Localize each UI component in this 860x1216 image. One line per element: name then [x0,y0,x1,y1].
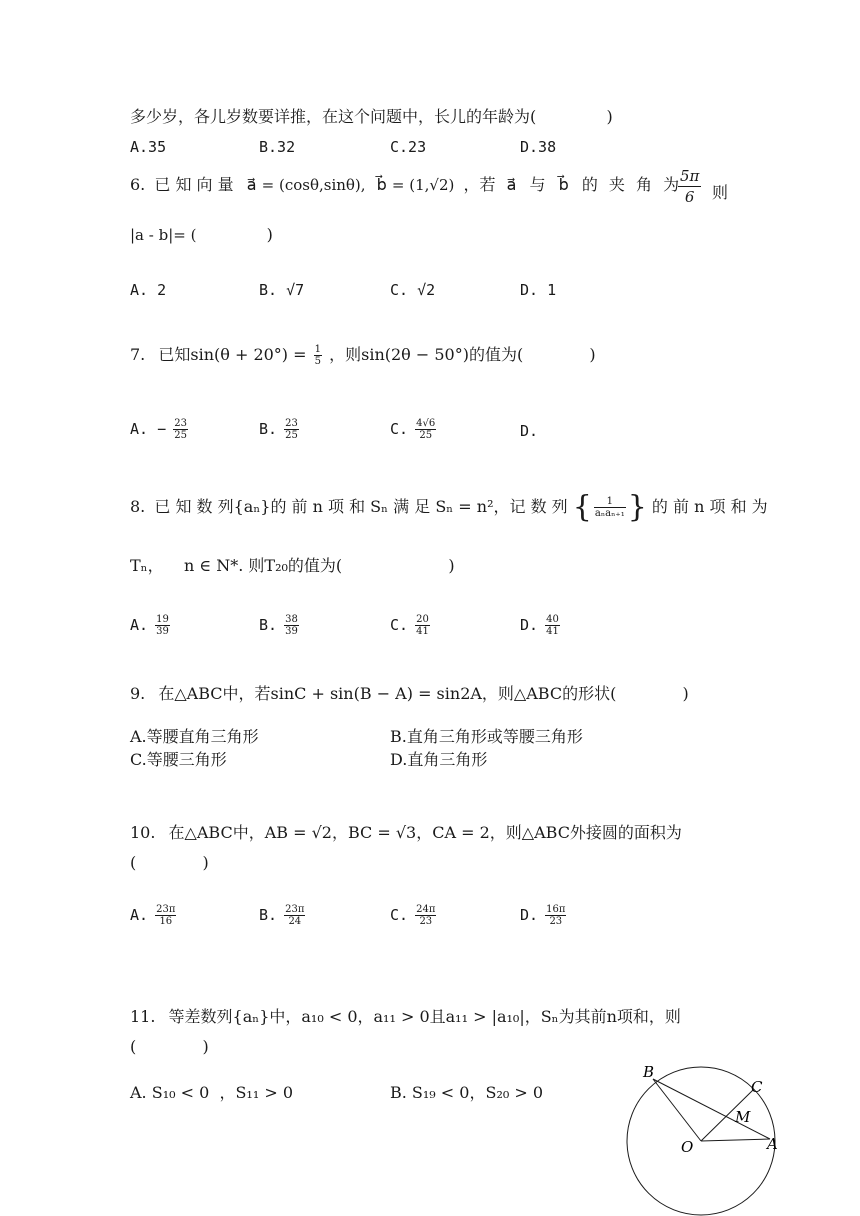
q11-number: 11. [130,1007,156,1026]
q10-option-b-den: 24 [288,916,302,927]
q6-vec-a-2: a⃗ [506,175,517,194]
q10-option-a-prefix: A. [130,906,149,924]
q10-stem-text: 在△ABC中，AB = √2，BC = √3，CA = 2，则△ABC外接圆的面积为 [168,823,682,842]
q8-option-b-frac [284,614,299,637]
q11-stem-line1 [130,1004,681,1027]
q6-option-b: B. √7 [259,281,305,299]
q6-vec-b-def: = (1,√2) [391,176,455,194]
q8-option-d-prefix: D. [520,616,539,634]
q7-option-c-den: 25 [419,430,433,441]
q6-angle-text: 的 夹 角 为 [581,175,683,194]
figure-segment-oa [701,1139,770,1141]
q10-option-d-prefix: D. [520,906,539,924]
q10-option-b-prefix: B. [259,906,278,924]
q6-vec-b: b⃗ [376,175,387,194]
q10-number: 10. [130,823,156,842]
q10-option-b-num: 23π [285,904,305,915]
q11-open: ( [130,1037,137,1056]
q7-option-b-num: 23 [285,418,298,429]
q8-option-a-den: 39 [156,626,169,637]
q10-option-d-frac [545,904,566,927]
q11-option-b: B. S₁₉ < 0，S₂₀ > 0 [390,1083,544,1102]
q8-brace-den: aₙaₙ₊₁ [594,508,625,519]
q7-stem-b: ，则sin(2θ − 50°)的值为( [329,345,524,364]
q8-option-d-num: 40 [546,614,559,625]
q7-option-c-frac [415,418,436,441]
q9-close: ) [682,684,689,703]
q6-option-c: C. √2 [390,281,436,299]
q6-close: ) [266,225,273,244]
q8-number: 8. [130,497,146,516]
q10-option-b [259,904,307,927]
figure-label-c: C [751,1078,763,1096]
q7-option-c-prefix: C. [390,420,409,438]
figure-label-b: B [643,1063,655,1081]
q5-stem-close: ) [606,107,613,126]
q7-frac-den: 5 [314,356,322,367]
q9-stem-text: 在△ABC中，若sinC + sin(B − A) = sin2A，则△ABC的形状( [158,684,617,703]
q10-option-d-num: 16π [546,904,566,915]
q7-option-d: D. [520,422,539,440]
circle-figure [615,1056,795,1216]
q10-open: ( [130,853,137,872]
q8-option-c-num: 20 [416,614,429,625]
q5-option-d: D.38 [520,138,557,156]
q6-text-known-vectors: 已 知 向 量 [154,175,234,194]
q8-option-c [390,614,432,637]
q11-stem-text: 等差数列{aₙ}中，a₁₀ < 0，a₁₁ > 0且a₁₁ > |a₁₀|，Sₙ为其前n项和，则 [168,1007,681,1026]
q7-number: 7. [130,345,146,364]
q6-and-text: 与 [529,175,546,194]
q11-close: ) [202,1037,209,1056]
q9-option-c: C.等腰三角形 [130,750,227,769]
q10-stem-line2 [130,853,209,872]
q10-close: ) [202,853,209,872]
q6-frac-den: 6 [684,188,695,206]
q7-option-b-frac [284,418,299,441]
q8-brace-num: 1 [594,496,626,508]
q6-frac-num: 5π [680,167,700,185]
q7-option-a [130,418,190,441]
q6-vec-b-2: b⃗ [558,175,569,194]
q5-stem [130,104,613,127]
q7-frac-num: 1 [314,344,322,355]
q8-option-c-frac [415,614,430,637]
q6-vec-a-def: = (cosθ,sinθ), [261,176,366,194]
q6-angle-fraction [678,166,701,207]
q6-stem-line1 [130,172,730,195]
q7-option-b-prefix: B. [259,420,278,438]
q10-option-d [520,904,568,927]
q8-option-a-prefix: A. [130,616,149,634]
q6-option-d: D. 1 [520,281,557,299]
q8-brace-fraction [594,496,626,519]
q10-option-c-den: 23 [419,916,433,927]
q7-stem [130,342,596,367]
q8-left-brace: { [572,489,592,525]
q5-option-a: A.35 [130,138,167,156]
figure-label-o: O [681,1138,694,1156]
figure-label-a: A [767,1135,778,1153]
q10-option-b-frac [284,904,305,927]
q8-option-a-num: 19 [156,614,169,625]
q5-stem-text: 多少岁，各儿岁数要详推，在这个问题中，长儿的年龄为( [130,107,537,126]
q10-option-a-frac [155,904,176,927]
q7-option-b [259,418,301,441]
q8-option-d-frac [545,614,560,637]
q10-option-c-prefix: C. [390,906,409,924]
q9-number: 9. [130,684,146,703]
q9-stem [130,681,689,704]
q6-mid-text: ，若 [463,175,496,194]
q9-option-d: D.直角三角形 [390,750,488,769]
q10-option-a-den: 16 [159,916,173,927]
q7-option-a-num: 23 [174,418,187,429]
q8-option-b [259,614,301,637]
q7-fraction [314,344,322,367]
q10-option-c-frac [415,904,436,927]
q8-option-c-den: 41 [416,626,429,637]
q9-option-a: A.等腰直角三角形 [130,727,259,746]
q10-stem-line1 [130,820,682,843]
q8-line2-text: Tₙ， n ∈ N*. 则T₂₀的值为( [130,556,343,575]
figure-segment-ob [653,1079,701,1141]
q6-number: 6. [130,175,146,194]
q6-then: 则 [712,183,729,202]
q9-option-b: B.直角三角形或等腰三角形 [390,727,583,746]
q8-option-a-frac [155,614,170,637]
q7-option-a-prefix: A. − [130,420,167,438]
q6-option-a: A. 2 [130,281,167,299]
q8-stem-line1 [130,489,768,525]
q8-stem-a: 已 知 数 列{aₙ}的 前 n 项 和 Sₙ 满 足 Sₙ = n²，记 数 列 [154,497,568,516]
q8-option-d-den: 41 [546,626,559,637]
q8-stem-line2 [130,553,455,576]
q10-option-c [390,904,438,927]
q8-option-a [130,614,172,637]
q8-option-b-den: 39 [285,626,298,637]
q6-abs-expression: |a - b|= ( [130,226,197,244]
q7-option-a-frac [173,418,188,441]
q5-option-c: C.23 [390,138,427,156]
q8-right-brace: } [627,489,647,525]
q8-option-b-num: 38 [285,614,298,625]
q10-option-a-num: 23π [156,904,176,915]
q7-close: ) [589,345,596,364]
q8-option-d [520,614,562,637]
q11-stem-line2 [130,1037,209,1056]
q7-option-b-den: 25 [285,430,298,441]
q7-option-c-num: 4√6 [416,418,436,429]
q7-stem-a: 已知sin(θ + 20°) = [158,345,307,364]
q11-option-a: A. S₁₀ < 0 ，S₁₁ > 0 [130,1083,293,1102]
q5-option-b: B.32 [259,138,296,156]
q10-option-c-num: 24π [416,904,436,915]
q10-option-a [130,904,178,927]
q6-vec-a: a⃗ [246,175,257,194]
q7-option-c [390,418,438,441]
q8-option-c-prefix: C. [390,616,409,634]
q8-stem-b: 的 前 n 项 和 为 [651,497,768,516]
q7-option-a-den: 25 [174,430,187,441]
q10-option-d-den: 23 [549,916,563,927]
q6-stem-line2 [130,225,273,244]
q8-close: ) [448,556,455,575]
figure-label-m: M [735,1108,751,1126]
q8-option-b-prefix: B. [259,616,278,634]
